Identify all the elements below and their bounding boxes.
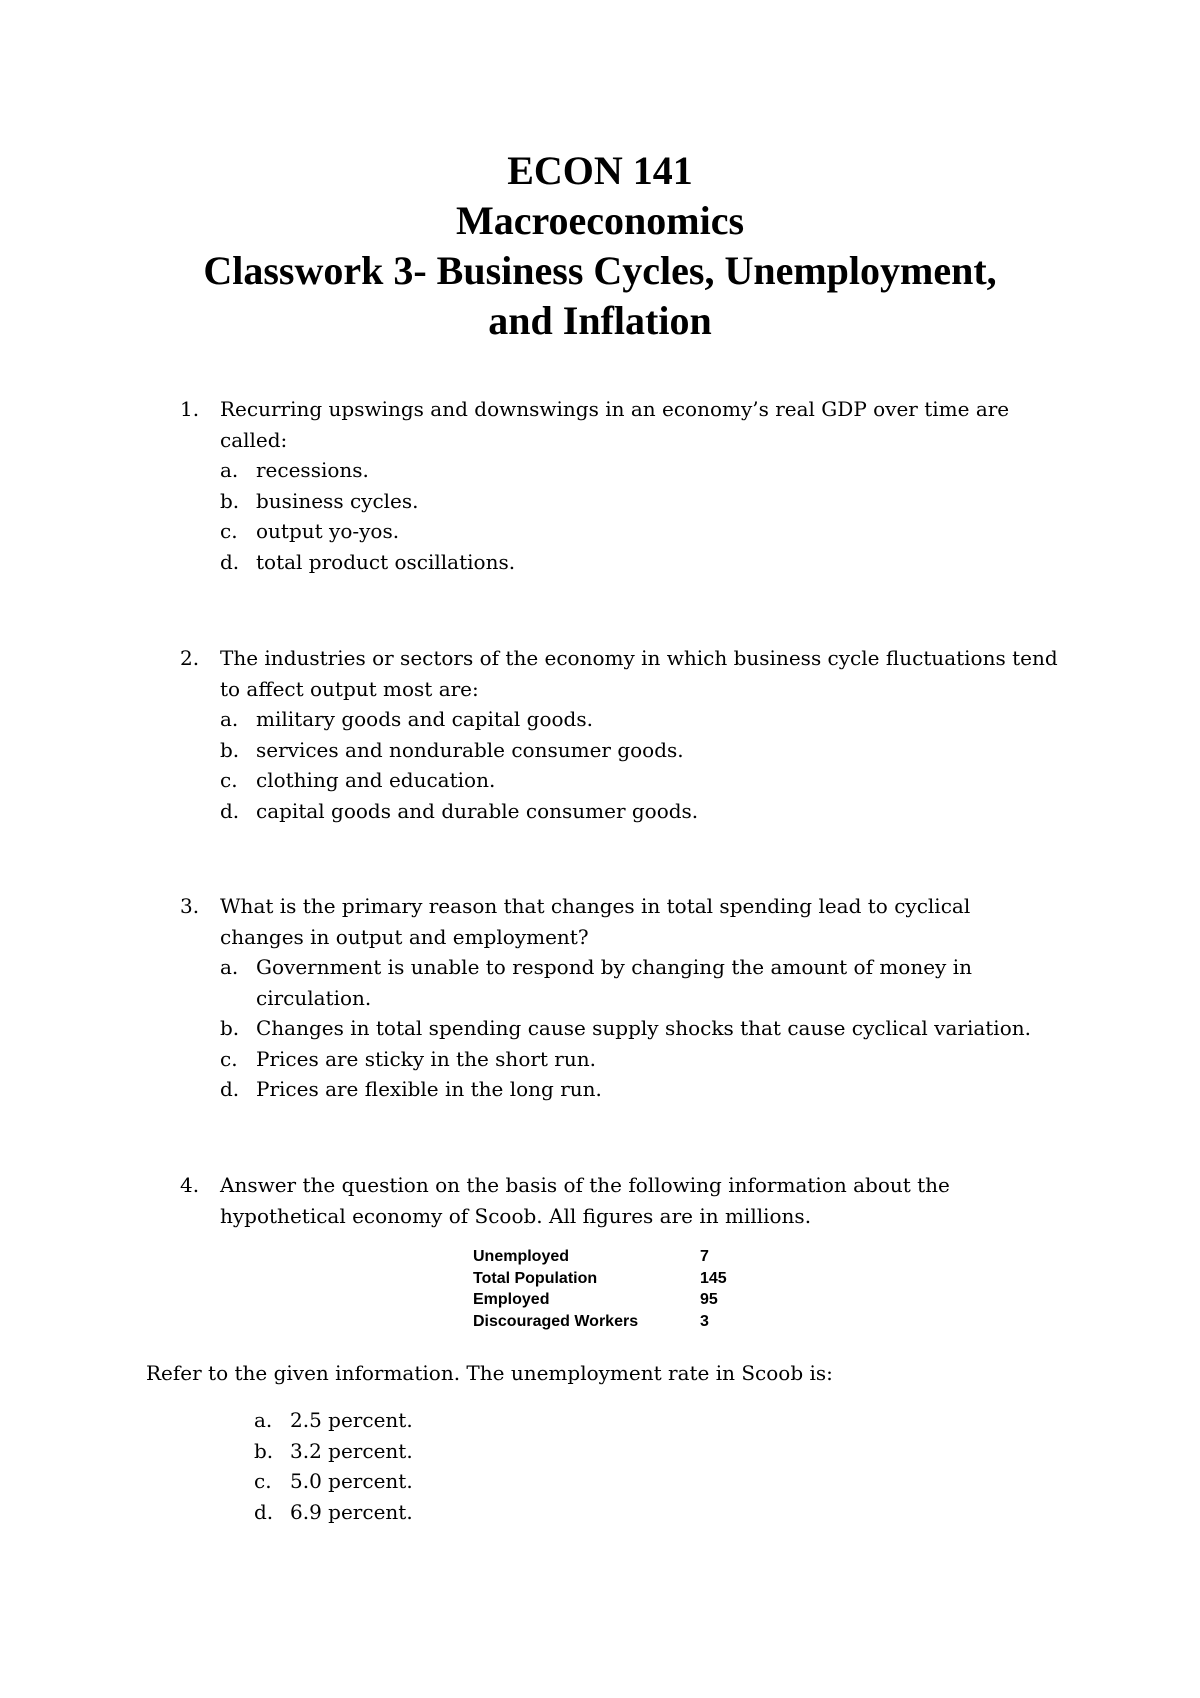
question-number: 2. bbox=[180, 646, 200, 670]
question-2 bbox=[180, 643, 1060, 826]
option-b: b. services and nondurable consumer goods. bbox=[220, 737, 684, 762]
question-text: Answer the question on the basis of the following information about the hypothetical economy of Scoob. All figures are in millions. bbox=[220, 1173, 950, 1228]
table-row: Total Population 145 bbox=[473, 1269, 727, 1287]
assignment-title-cont: and Inflation bbox=[488, 298, 712, 343]
option-c: c. output yo-yos. bbox=[220, 519, 400, 543]
option-d: d. 6.9 percent. bbox=[254, 1499, 413, 1524]
question-number: 1. bbox=[180, 397, 200, 421]
option-c: c. 5.0 percent. bbox=[254, 1469, 413, 1493]
document-title bbox=[0, 146, 1200, 346]
question-number: 3. bbox=[180, 894, 200, 918]
option-list bbox=[220, 952, 1060, 1105]
scoob-data-table bbox=[473, 1246, 727, 1332]
option-a: a. Government is unable to respond by changing the amount of money in circulation. bbox=[220, 955, 972, 1010]
question-3 bbox=[180, 891, 1060, 1105]
option-b: b. 3.2 percent. bbox=[254, 1438, 413, 1463]
option-b: b. business cycles. bbox=[220, 488, 419, 513]
option-d: d. total product oscillations. bbox=[220, 549, 516, 574]
question-number: 4. bbox=[180, 1173, 200, 1197]
option-a: a. 2.5 percent. bbox=[254, 1408, 413, 1432]
question-1 bbox=[180, 394, 1060, 577]
table-row: Employed 95 bbox=[473, 1291, 718, 1308]
question-text: Recurring upswings and downswings in an economy’s real GDP over time are called: bbox=[220, 397, 1010, 452]
option-list bbox=[220, 704, 1060, 826]
option-a: a. military goods and capital goods. bbox=[220, 707, 593, 731]
option-list bbox=[254, 1405, 413, 1527]
option-b: b. Changes in total spending cause supply shocks that cause cyclical variation. bbox=[220, 1016, 1031, 1040]
option-c: c. clothing and education. bbox=[220, 768, 496, 792]
question-text: The industries or sectors of the economy in which business cycle fluctuations tend to affect output most are: bbox=[220, 646, 1058, 701]
option-d: d. capital goods and durable consumer goods. bbox=[220, 798, 699, 823]
option-c: c. Prices are sticky in the short run. bbox=[220, 1046, 596, 1071]
question-4 bbox=[180, 1170, 1060, 1231]
table-row: Discouraged Workers 3 bbox=[473, 1312, 709, 1330]
course-code: ECON 141 bbox=[507, 148, 693, 193]
course-name: Macroeconomics bbox=[455, 198, 745, 243]
option-list bbox=[220, 455, 1060, 577]
option-a: a. recessions. bbox=[220, 458, 369, 482]
table-row: Unemployed 7 bbox=[473, 1248, 709, 1265]
option-d: d. Prices are flexible in the long run. bbox=[220, 1077, 602, 1101]
question-text: What is the primary reason that changes in total spending lead to cyclical changes in output and employment? bbox=[220, 894, 971, 949]
question-prompt: Refer to the given information. The unemployment rate in Scoob is: bbox=[146, 1361, 833, 1385]
assignment-title: Classwork 3- Business Cycles, Unemployment, bbox=[203, 248, 997, 293]
